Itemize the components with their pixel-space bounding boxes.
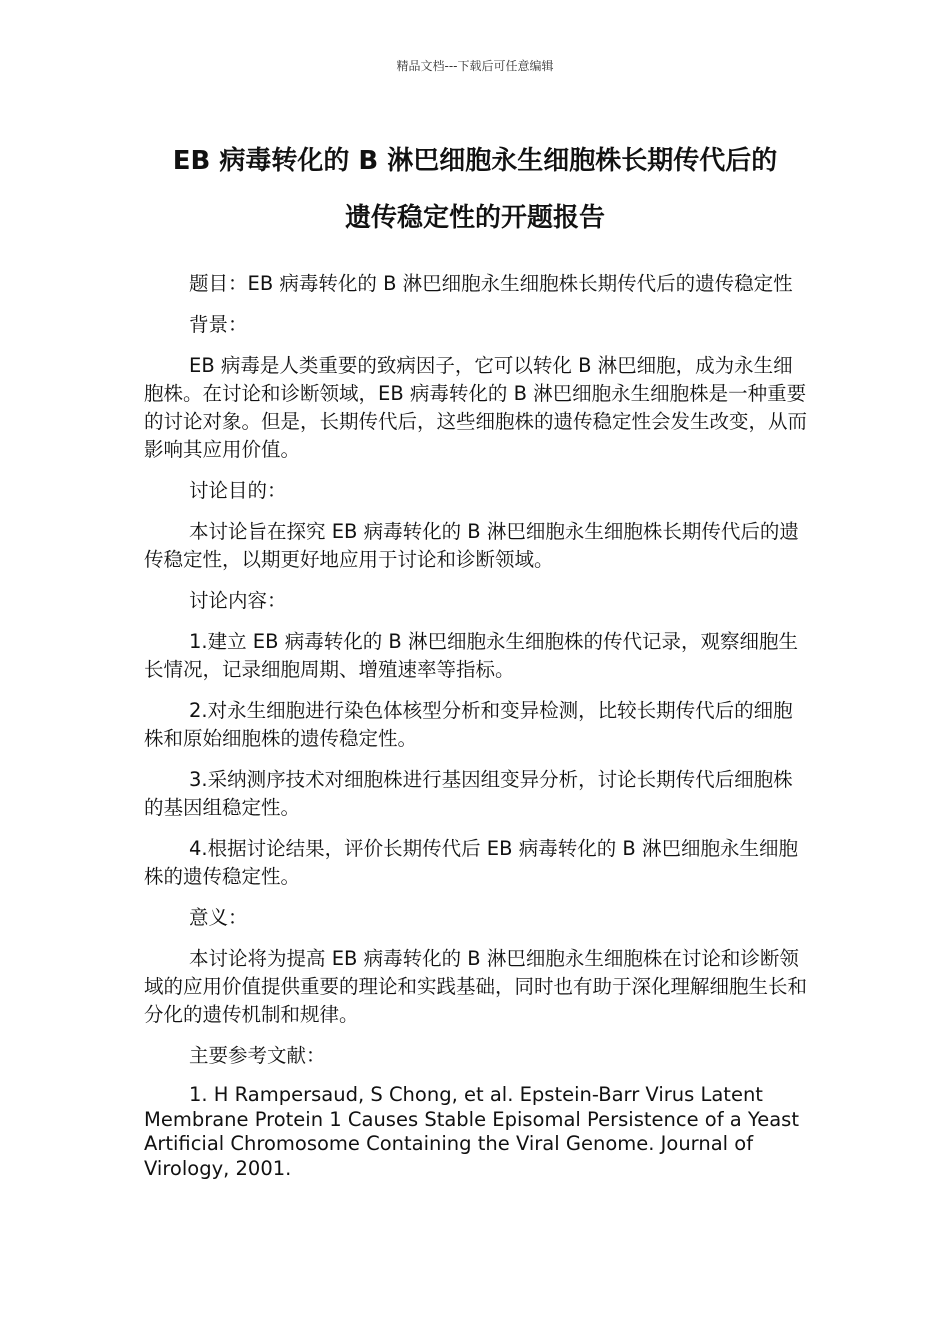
content-item: 2.对永生细胞进行染色体核型分析和变异检测，比较长期传代后的细胞株和原始细胞株的遗传稳定性。 xyxy=(144,699,793,750)
content-item: 3.采纳测序技术对细胞株进行基因组变异分析，讨论长期传代后细胞株的基因组稳定性。 xyxy=(144,768,793,819)
document-title-line-2: 遗传稳定性的开题报告 xyxy=(344,203,605,233)
reference-item: 1. H Rampersaud, S Chong, et al. Epstein-Barr Virus Latent Membrane Protein 1 Causes Stable Episomal Persistence of a Yeast Artificial Chromosome Containing the Viral Genome. Journal of Virology, 2001. xyxy=(144,1083,799,1180)
purpose-heading: 讨论目的： xyxy=(189,479,287,502)
background-paragraph: EB 病毒是人类重要的致病因子，它可以转化 B 淋巴细胞，成为永生细胞株。在讨论和诊断领域，EB 病毒转化的 B 淋巴细胞永生细胞株是一种重要的讨论对象。但是，长期传代后，这些细胞株的遗传稳定性会发生改变，从而影响其应用价值。 xyxy=(144,354,808,461)
content-item: 1.建立 EB 病毒转化的 B 淋巴细胞永生细胞株的传代记录，观察细胞生长情况，记录细胞周期、增殖速率等指标。 xyxy=(144,630,798,681)
significance-paragraph: 本讨论将为提高 EB 病毒转化的 B 淋巴细胞永生细胞株在讨论和诊断领域的应用价值提供重要的理论和实践基础，同时也有助于深化理解细胞生长和分化的遗传机制和规律。 xyxy=(144,947,808,1026)
topic-paragraph: 题目：EB 病毒转化的 B 淋巴细胞永生细胞株长期传代后的遗传稳定性 xyxy=(189,272,793,295)
document-title-line-1: EB 病毒转化的 B 淋巴细胞永生细胞株长期传代后的 xyxy=(172,146,778,176)
background-heading: 背景： xyxy=(189,313,248,336)
document-body xyxy=(144,270,808,1181)
significance-heading: 意义： xyxy=(189,906,248,929)
content-item: 4.根据讨论结果，评价长期传代后 EB 病毒转化的 B 淋巴细胞永生细胞株的遗传稳定性。 xyxy=(144,837,798,888)
references-heading: 主要参考文献： xyxy=(189,1044,326,1067)
purpose-paragraph: 本讨论旨在探究 EB 病毒转化的 B 淋巴细胞永生细胞株长期传代后的遗传稳定性，以期更好地应用于讨论和诊断领域。 xyxy=(144,520,799,571)
content-heading: 讨论内容： xyxy=(189,589,287,612)
header-note: 精品文档---下载后可任意编辑 xyxy=(396,59,554,73)
